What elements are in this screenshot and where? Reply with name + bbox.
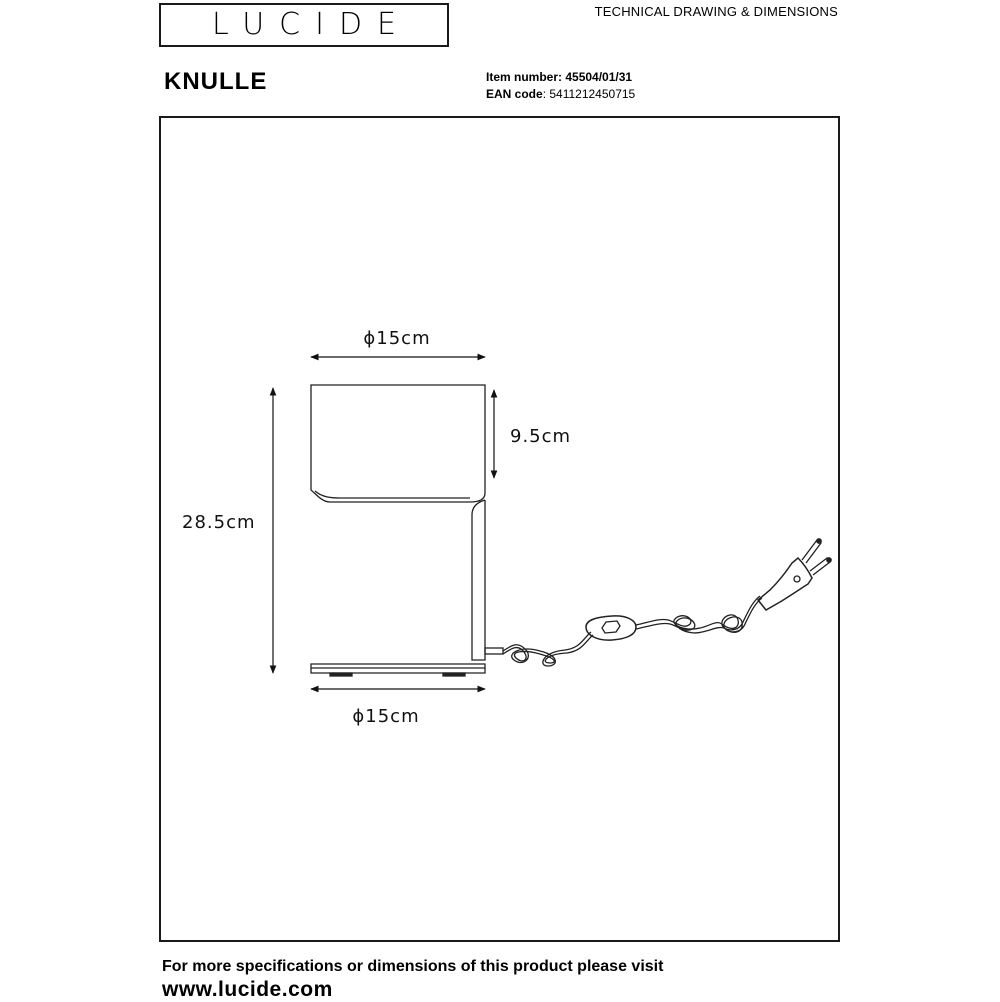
item-number-label: Item number <box>486 70 559 84</box>
document-heading: TECHNICAL DRAWING & DIMENSIONS <box>594 4 838 19</box>
shade-height-dimension <box>494 390 571 478</box>
top-width-label: ϕ15cm <box>363 328 431 349</box>
top-width-dimension <box>311 328 485 357</box>
ean-value: : 5411212450715 <box>542 87 636 101</box>
lamp-outline <box>311 385 503 676</box>
base-width-label: ϕ15cm <box>352 706 420 727</box>
item-number-value: : 45504/01/31 <box>558 70 633 84</box>
total-height-label: 28.5cm <box>182 512 256 533</box>
brand-logo-text: LUCIDE <box>211 7 412 42</box>
footer-text: For more specifications or dimensions of this product please visit <box>162 958 664 975</box>
product-name: KNULLE <box>164 68 268 95</box>
website-link[interactable]: www.lucide.com <box>162 978 333 1001</box>
shade-height-label: 9.5cm <box>510 426 572 447</box>
power-cord <box>503 539 831 666</box>
total-height-dimension <box>182 388 273 673</box>
ean-label: EAN code <box>486 87 543 101</box>
base-width-dimension <box>311 689 485 727</box>
